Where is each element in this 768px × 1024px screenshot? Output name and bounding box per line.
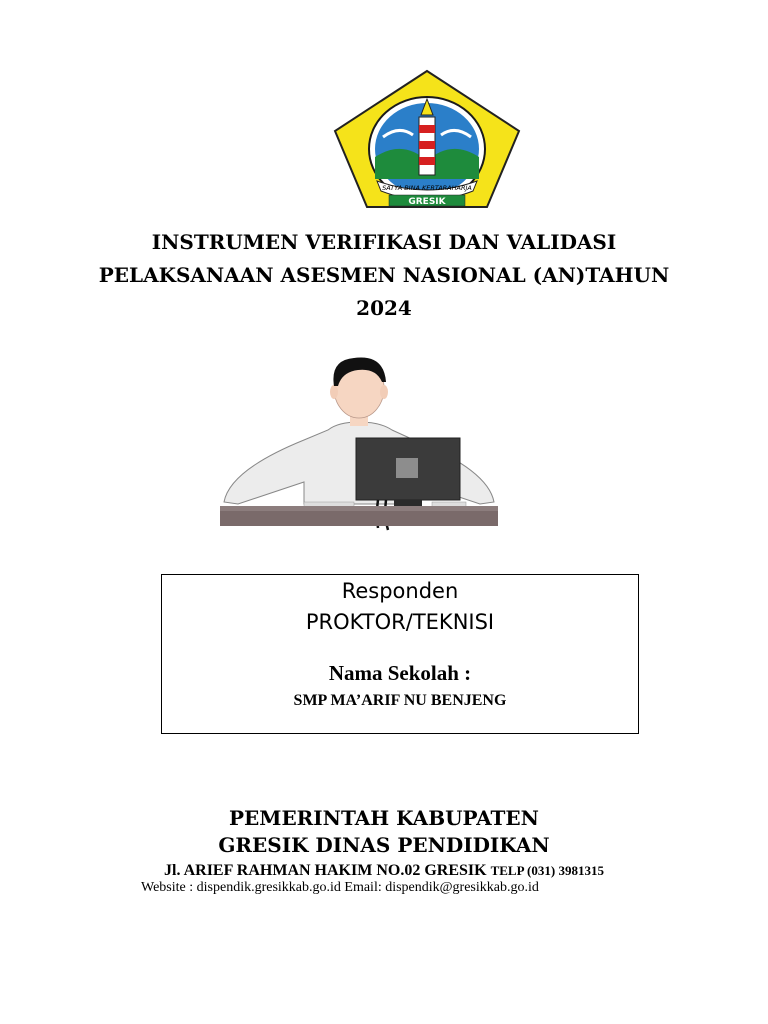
- gov-line-2: GRESIK DINAS PENDIDIKAN: [218, 833, 550, 857]
- title-line-2: PELAKSANAAN ASESMEN NASIONAL (AN)TAHUN: [98, 263, 670, 287]
- gov-line-1: PEMERINTAH KABUPATEN: [229, 806, 539, 830]
- title-line-1: INSTRUMEN VERIFIKASI DAN VALIDASI: [151, 230, 617, 254]
- address-street: Jl. ARIEF RAHMAN HAKIM NO.02 GRESIK: [164, 862, 487, 879]
- title-line-3: 2024: [356, 296, 412, 320]
- proctor-at-computer-illustration: [218, 352, 500, 532]
- address-telp: TELP (031) 3981315: [490, 863, 604, 878]
- website-email: Website : dispendik.gresikkab.go.id Email: dispendik@gresikkab.go.id: [141, 880, 539, 895]
- respondent-box: [161, 574, 639, 734]
- school-label: Nama Sekolah :: [328, 661, 472, 685]
- gresik-regency-logo: [333, 69, 521, 209]
- document-title: [0, 226, 768, 325]
- office-address: [0, 862, 768, 880]
- school-name: SMP MA’ARIF NU BENJENG: [293, 692, 507, 709]
- respondent-role: PROKTOR/TEKNISI: [305, 610, 495, 634]
- logo-motto: SATYA BINA KERTARAHARJA: [382, 184, 472, 192]
- logo-name: GRESIK: [408, 197, 446, 207]
- respondent-label: Responden: [341, 579, 459, 603]
